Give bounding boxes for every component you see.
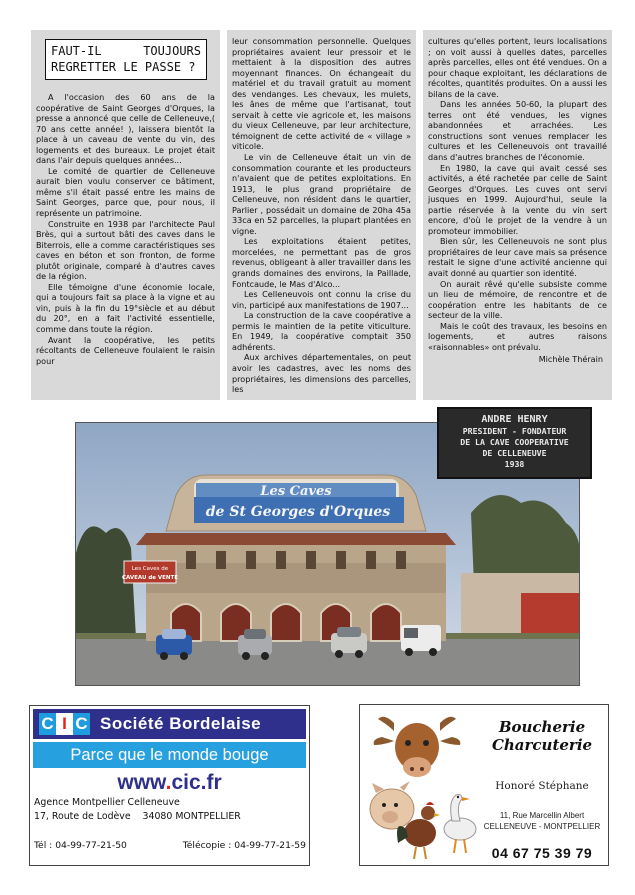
paragraph: Avant la coopérative, les petits récoltants de Celleneuve foulaient le raisin pour xyxy=(36,334,215,366)
pig-icon xyxy=(370,781,414,829)
paragraph: A l'occasion des 60 ans de la coopérative de Saint Georges d'Orques, la presse a annoncé que celle de Celleneuve,( 70 ans cette année! ), laissera bientôt la place à un caveau de vente du vin, des logements et des bureaux. Le projet était dans l'air depuis quelques années... xyxy=(36,92,215,166)
cic-logo-letter: C xyxy=(39,713,56,735)
shop-sign-line-2: CAVEAU de VENTE xyxy=(121,575,179,581)
paragraph: Construite en 1938 par l'architecte Paul Brès, qui a surtout bâti des caves dans le Biterrois, elle a comme caractéristiques ses caves en béton et son fronton, de forme plutôt originale, comparé à d'autres caves de la région. xyxy=(36,218,215,282)
cic-fax: Télécopie : 04-99-77-21-59 xyxy=(182,840,306,851)
boucherie-owner: Honoré Stéphane xyxy=(495,780,589,792)
cic-header-band xyxy=(33,709,306,739)
paragraph: Le vin de Celleneuve était un vin de consommation courante et les producteurs n'avaient que de petites exploitations. En 1913, le plus grand propriétaire de Celleneuve, non résident dans le quartier, Parlier , possédait un domaine de 20ha 45a 33ca en 52 parcelles, la plupart plantées en vigne. xyxy=(232,152,411,236)
boucherie-title xyxy=(478,718,606,754)
paragraph: Les Celleneuvois ont connu la crise du vin, participé aux manifestations de 1907... xyxy=(232,289,411,310)
paragraph: La construction de la cave coopérative a permis le maintien de la petite viticulture. En 1949, la coopérative comptait 350 adhérents. xyxy=(232,310,411,352)
article-column-3 xyxy=(423,30,612,400)
boucherie-title-line-2: Charcuterie xyxy=(491,736,593,754)
paragraph: Le comité de quartier de Celleneuve aurait bien voulu conserver ce bâtiment, même s'il était passé entre les mains de Saint Georges, parce que, pour nous, il représente un patrimoine. xyxy=(36,165,215,219)
plaque-year: 1938 xyxy=(504,459,525,469)
boucherie-advertisement xyxy=(359,704,609,866)
paragraph: Bien sûr, les Celleneuvois ne sont plus propriétaires de leur cave mais sa présence restait le signe d'une activité ancienne qui avait donné au quartier son identité. xyxy=(428,236,607,279)
boucherie-address-line-1: 11, Rue Marcellin Albert xyxy=(499,811,585,820)
cic-bank-name: Société Bordelaise xyxy=(100,714,262,733)
boucherie-address-line-2: CELLENEUVE - MONTPELLIER xyxy=(483,822,601,831)
founder-plaque xyxy=(437,407,592,479)
article-column-1 xyxy=(31,30,220,400)
boucherie-address xyxy=(478,810,606,832)
cic-website-dot: . xyxy=(165,771,172,794)
boucherie-title-line-1: Boucherie xyxy=(498,718,586,736)
article-title-word-2: TOUJOURS xyxy=(143,44,201,58)
article-title-box xyxy=(45,39,207,80)
shop-sign-line-1: Les Caves de xyxy=(131,566,169,572)
plaque-line-2: DE LA CAVE COOPERATIVE xyxy=(460,437,569,447)
cic-telephone: Tél : 04-99-77-21-50 xyxy=(34,840,127,851)
article-title-line-2: REGRETTER LE PASSE ? xyxy=(51,60,196,74)
paragraph: En 1980, la cave qui avait cessé ses activités, a été rachetée par celle de Saint Georges d'Orques. Les cuves ont servi jusques en 1999. Aujourd'hui, seule la partie réservée à la vente du vin sert encore, d'où le projet de la vendre à un promoteur immobilier. xyxy=(428,162,607,236)
facade-sign-line-2: de St Georges d'Orques xyxy=(205,504,391,520)
paragraph: On aurait rêvé qu'elle subsiste comme un lieu de mémoire, de rencontre et de coopération entre les habitants de ce secteur de la ville. xyxy=(428,278,607,321)
cic-logo-letter: I xyxy=(56,713,73,735)
paragraph: Mais le coût des travaux, les besoins en logements, et autres raisons «raisonnables» ont prévalu. xyxy=(428,320,607,352)
cic-agency-info xyxy=(34,796,241,824)
cic-website-domain: cic.fr xyxy=(171,771,222,794)
cic-logo-letter: C xyxy=(73,713,90,735)
cic-agency-name: Agence Montpellier Celleneuve xyxy=(34,797,180,808)
boucherie-phone: 04 67 75 39 79 xyxy=(491,845,593,861)
paragraph: cultures qu'elles portent, leurs localisations ; on voit aussi à quelles dates, parcelles après parcelles, elles ont été vendues. On a pour chaque exploitant, les déclarations de récoltes, quantités produites. On a aussi les bilans de la cave. xyxy=(428,36,607,99)
article-column-2 xyxy=(227,30,416,400)
farm-animals-illustration xyxy=(364,709,480,863)
paragraph: Aux archives départementales, on peut avoir les cadastres, avec les noms des propriétaires, les dimensions des parcelles, les xyxy=(232,352,411,395)
cic-advertisement xyxy=(29,705,310,866)
cic-address: 17, Route de Lodève 34080 MONTPELLIER xyxy=(34,811,241,822)
cow-icon xyxy=(374,717,461,777)
paragraph: Dans les années 50-60, la plupart des terres ont été vendues, les vignes abandonnées et arrachées. Les constructions sont venues remplacer les cultures et les Celleneuvois ont travaillé dans d'autres branches de l'économie. xyxy=(428,99,607,163)
article-signature: Michèle Thérain xyxy=(538,354,603,365)
paragraph: leur consommation personnelle. Quelques propriétaires avaient leur pressoir et le mettaient à la disposition des autres moyennant finances. On échangeait du matériel et du travail gratuit au moment des vendanges. Les chevaux, les mulets, les ânes de même que l'artisanat, tout servait à cette vie agricole et, les maisons du vieux Celleneuve, par leur architecture, témoignent de cette activité de « village » viticole. xyxy=(232,36,411,152)
cic-contacts xyxy=(34,840,306,851)
cic-slogan: Parce que le monde bouge xyxy=(33,742,306,768)
cic-website-prefix: www xyxy=(117,771,166,794)
cic-website xyxy=(33,768,306,796)
goose-icon xyxy=(444,795,476,854)
plaque-name: ANDRE HENRY xyxy=(481,414,548,425)
plaque-line-1: PRESIDENT - FONDATEUR xyxy=(462,426,567,436)
paragraph: Elle témoigne d'une économie locale, qui a toujours fait sa place à la vigne et au vin, puis à la fin du 19°siècle et au début du 20°, en a fait l'activité essentielle, comme dans toute la région. xyxy=(36,281,215,335)
plaque-line-3: DE CELLENEUVE xyxy=(482,448,547,458)
cic-logo xyxy=(39,713,90,735)
article-title-word-1: FAUT-IL xyxy=(51,44,102,58)
facade-sign-line-1: Les Caves xyxy=(260,484,332,499)
paragraph: Les exploitations étaient petites, morcelées, ne permettant pas de gros revenus, obligeant à aller travailler dans les grands domaines des environs, la Paillade, Fontcaude, le Mas d'Alco... xyxy=(232,236,411,289)
